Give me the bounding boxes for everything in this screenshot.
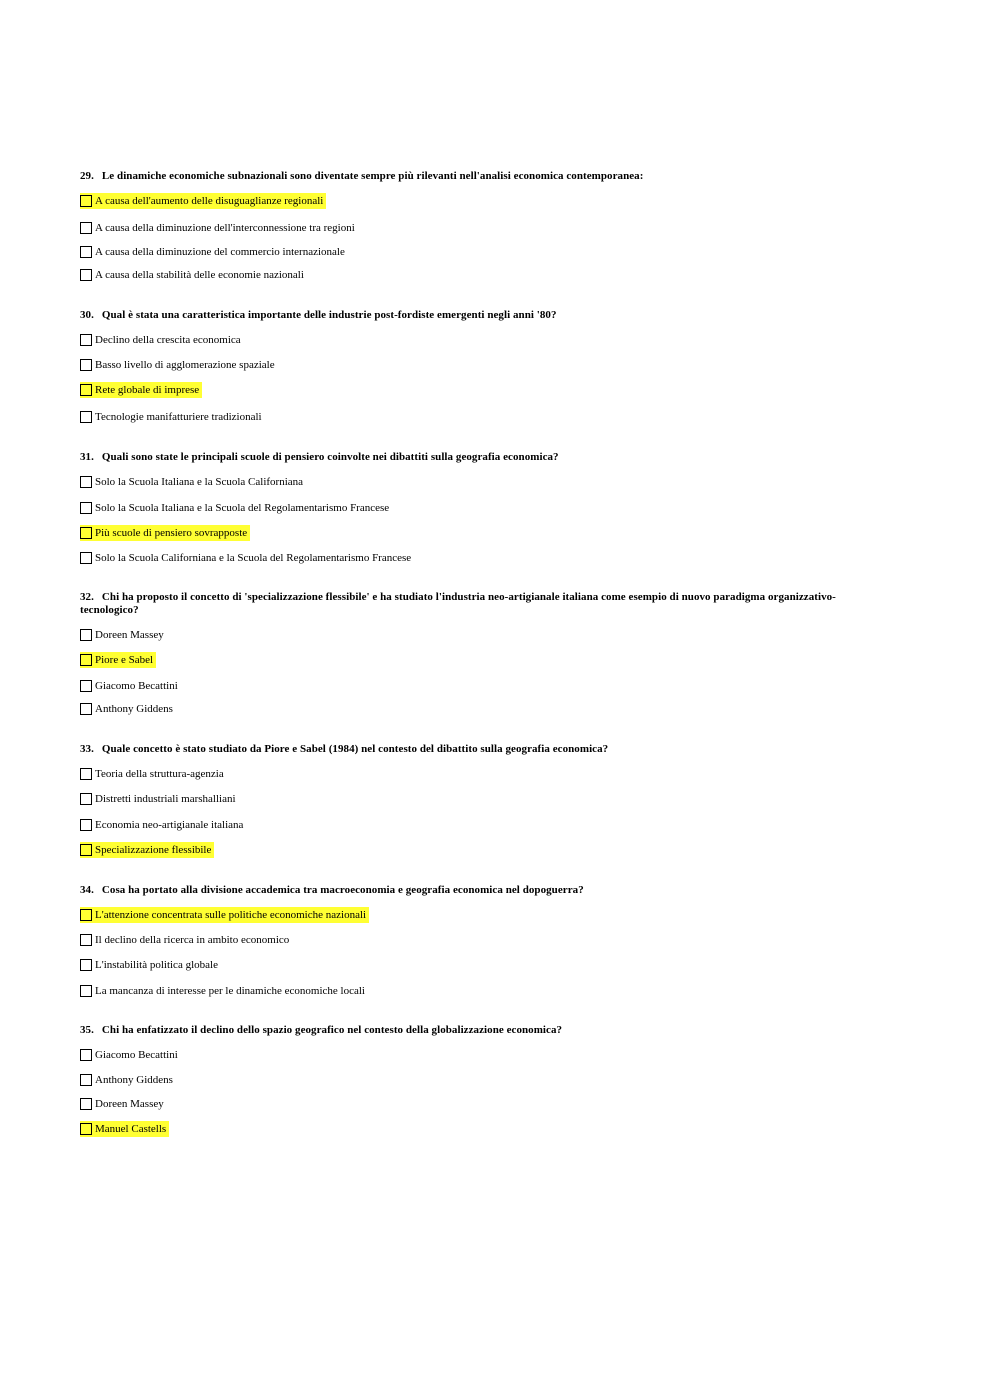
checkbox[interactable] xyxy=(80,934,92,946)
question-30 xyxy=(80,309,840,423)
option-label: Distretti industriali marshalliani xyxy=(95,793,236,805)
checkbox[interactable] xyxy=(80,768,92,780)
answer-option[interactable] xyxy=(80,550,411,566)
answer-option[interactable] xyxy=(80,382,202,398)
checkbox[interactable] xyxy=(80,985,92,997)
question-title xyxy=(80,170,840,183)
checkbox[interactable] xyxy=(80,1098,92,1110)
checkbox[interactable] xyxy=(80,654,92,666)
question-number: 34. xyxy=(80,884,94,896)
checkbox[interactable] xyxy=(80,1123,92,1135)
option-label: Solo la Scuola Italiana e la Scuola del Regolamentarismo Francese xyxy=(95,502,390,514)
answer-option[interactable] xyxy=(80,244,345,260)
question-34 xyxy=(80,884,840,997)
option-label: L'attenzione concentrata sulle politiche economiche nazionali xyxy=(95,909,367,921)
question-number: 31. xyxy=(80,451,94,463)
option-label: Declino della crescita economica xyxy=(95,334,241,346)
option-label: Manuel Castells xyxy=(95,1123,167,1135)
option-label: Teoria della struttura-agenzia xyxy=(95,768,224,780)
option-label: A causa dell'aumento delle disuguaglianze regionali xyxy=(95,195,324,207)
option-label: L'instabilità politica globale xyxy=(95,959,218,971)
answer-option[interactable] xyxy=(80,932,289,948)
option-label: Basso livello di agglomerazione spaziale xyxy=(95,359,275,371)
answer-option[interactable] xyxy=(80,409,262,425)
answer-option[interactable] xyxy=(80,525,250,541)
answer-option[interactable] xyxy=(80,983,365,999)
checkbox[interactable] xyxy=(80,269,92,281)
question-title xyxy=(80,309,840,322)
checkbox[interactable] xyxy=(80,793,92,805)
question-text: Qual è stata una caratteristica importante delle industrie post-fordiste emergenti negli anni '80? xyxy=(101,309,557,321)
question-33 xyxy=(80,743,840,856)
option-label: A causa della diminuzione dell'interconnessione tra regioni xyxy=(95,222,355,234)
question-31 xyxy=(80,451,840,564)
question-number: 35. xyxy=(80,1024,94,1036)
question-35 xyxy=(80,1024,840,1135)
option-label: Doreen Massey xyxy=(95,1098,164,1110)
checkbox[interactable] xyxy=(80,703,92,715)
checkbox[interactable] xyxy=(80,527,92,539)
answer-option[interactable] xyxy=(80,1096,164,1112)
answer-option[interactable] xyxy=(80,1121,169,1137)
answer-option[interactable] xyxy=(80,791,236,807)
question-text: Chi ha proposto il concetto di 'specializzazione flessibile' e ha studiato l'industria neo-artigianale italiana come esempio di nuovo paradigma organizzativo-tecnologico? xyxy=(80,591,836,616)
option-label: Specializzazione flessibile xyxy=(95,844,212,856)
checkbox[interactable] xyxy=(80,959,92,971)
checkbox[interactable] xyxy=(80,552,92,564)
question-text: Quale concetto è stato studiato da Piore e Sabel (1984) nel contesto del dibattito sulla geografia economica? xyxy=(101,743,609,755)
answer-option[interactable] xyxy=(80,817,243,833)
answer-option[interactable] xyxy=(80,332,241,348)
checkbox[interactable] xyxy=(80,502,92,514)
answer-option[interactable] xyxy=(80,701,173,717)
option-label: Giacomo Becattini xyxy=(95,680,178,692)
answer-option[interactable] xyxy=(80,1072,173,1088)
answer-option[interactable] xyxy=(80,220,355,236)
question-title xyxy=(80,743,840,756)
option-label: Solo la Scuola Californiana e la Scuola del Regolamentarismo Francese xyxy=(95,552,412,564)
question-text: Cosa ha portato alla divisione accademica tra macroeconomia e geografia economica nel dopoguerra? xyxy=(101,884,584,896)
answer-option[interactable] xyxy=(80,500,389,516)
answer-option[interactable] xyxy=(80,474,303,490)
checkbox[interactable] xyxy=(80,359,92,371)
answer-option[interactable] xyxy=(80,193,326,209)
question-number: 29. xyxy=(80,170,94,182)
checkbox[interactable] xyxy=(80,476,92,488)
checkbox[interactable] xyxy=(80,246,92,258)
checkbox[interactable] xyxy=(80,384,92,396)
option-label: La mancanza di interesse per le dinamiche economiche locali xyxy=(95,985,365,997)
question-32 xyxy=(80,591,840,715)
checkbox[interactable] xyxy=(80,222,92,234)
answer-option[interactable] xyxy=(80,957,218,973)
option-label: Rete globale di imprese xyxy=(95,384,200,396)
option-label: A causa della stabilità delle economie nazionali xyxy=(95,269,304,281)
answer-option[interactable] xyxy=(80,627,164,643)
question-text: Quali sono state le principali scuole di pensiero coinvolte nei dibattiti sulla geografia economica? xyxy=(101,451,559,463)
question-29 xyxy=(80,170,840,281)
checkbox[interactable] xyxy=(80,195,92,207)
option-label: Doreen Massey xyxy=(95,629,164,641)
option-label: Piore e Sabel xyxy=(95,654,154,666)
checkbox[interactable] xyxy=(80,909,92,921)
option-label: Più scuole di pensiero sovrapposte xyxy=(95,527,248,539)
question-title xyxy=(80,451,840,464)
option-label: Solo la Scuola Italiana e la Scuola Californiana xyxy=(95,476,304,488)
checkbox[interactable] xyxy=(80,334,92,346)
answer-option[interactable] xyxy=(80,357,275,373)
answer-option[interactable] xyxy=(80,652,156,668)
option-label: Tecnologie manifatturiere tradizionali xyxy=(95,411,262,423)
answer-option[interactable] xyxy=(80,267,304,283)
checkbox[interactable] xyxy=(80,1049,92,1061)
question-title xyxy=(80,884,840,897)
question-title xyxy=(80,1024,840,1037)
answer-option[interactable] xyxy=(80,907,369,923)
answer-option[interactable] xyxy=(80,678,178,694)
question-number: 33. xyxy=(80,743,94,755)
question-text: Le dinamiche economiche subnazionali sono diventate sempre più rilevanti nell'analisi economica contemporanea: xyxy=(101,170,644,182)
option-label: Il declino della ricerca in ambito economico xyxy=(95,934,290,946)
question-text: Chi ha enfatizzato il declino dello spazio geografico nel contesto della globalizzazione economica? xyxy=(101,1024,563,1036)
option-label: A causa della diminuzione del commercio internazionale xyxy=(95,246,345,258)
option-label: Economia neo-artigianale italiana xyxy=(95,819,244,831)
question-number: 32. xyxy=(80,591,94,603)
answer-option[interactable] xyxy=(80,766,224,782)
answer-option[interactable] xyxy=(80,1047,178,1063)
option-label: Giacomo Becattini xyxy=(95,1049,178,1061)
answer-option[interactable] xyxy=(80,842,214,858)
checkbox[interactable] xyxy=(80,1074,92,1086)
checkbox[interactable] xyxy=(80,629,92,641)
option-label: Anthony Giddens xyxy=(95,703,173,715)
checkbox[interactable] xyxy=(80,844,92,856)
question-title xyxy=(80,591,840,617)
option-label: Anthony Giddens xyxy=(95,1074,173,1086)
checkbox[interactable] xyxy=(80,680,92,692)
checkbox[interactable] xyxy=(80,411,92,423)
question-number: 30. xyxy=(80,309,94,321)
checkbox[interactable] xyxy=(80,819,92,831)
